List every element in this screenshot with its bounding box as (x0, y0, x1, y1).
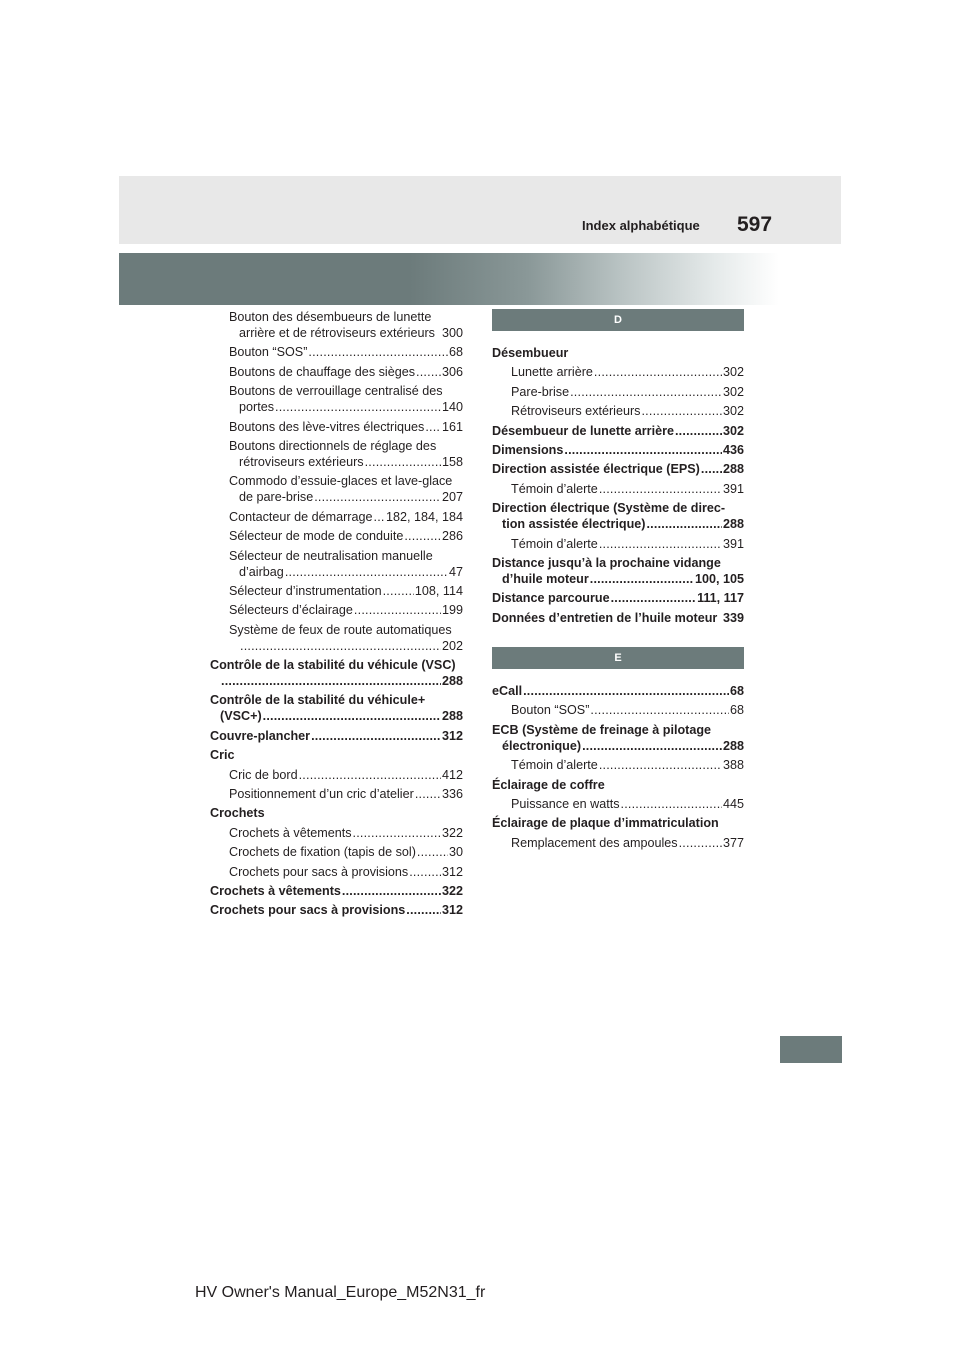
dot-leader (308, 344, 448, 360)
entry-text: Sélecteurs d’éclairage (229, 603, 353, 618)
dot-leader (599, 757, 722, 773)
dot-leader (570, 384, 722, 400)
index-entry (210, 844, 463, 860)
entry-text: Positionnement d’un cric d’atelier (229, 787, 414, 802)
page-reference: 108, 114 (414, 583, 463, 598)
index-column-left (210, 309, 463, 922)
dot-leader (599, 536, 722, 552)
entry-line (492, 442, 744, 458)
page-reference: 336 (441, 787, 463, 802)
entry-continuation-line (492, 516, 744, 532)
dot-leader (590, 702, 729, 718)
entry-line (210, 883, 463, 899)
entry-text: Boutons de verrouillage centralisé des (229, 384, 443, 399)
index-entry (492, 403, 744, 419)
dot-leader (564, 442, 722, 458)
entry-line (492, 796, 744, 812)
dot-leader (679, 835, 722, 851)
index-entry (492, 683, 744, 699)
entry-text: d’airbag (239, 564, 284, 579)
entry-line (492, 364, 744, 380)
entry-text: Crochets à vêtements (210, 883, 341, 898)
entry-text: Éclairage de plaque d’immatriculation (492, 816, 719, 831)
entry-line (492, 702, 744, 718)
index-entry (492, 757, 744, 773)
page-reference: 182, 184, 184 (385, 509, 463, 524)
dot-leader (599, 481, 722, 497)
entry-line (210, 864, 463, 880)
page-reference: 302 (722, 423, 744, 438)
entry-text: rétroviseurs extérieurs (239, 454, 364, 469)
entry-continuation-line (210, 325, 463, 341)
index-entry (492, 345, 744, 361)
page-reference: 436 (722, 442, 744, 457)
entry-line (210, 528, 463, 544)
index-entry (492, 423, 744, 439)
dot-leader (275, 399, 441, 415)
entry-line (210, 747, 463, 763)
entry-line (210, 383, 463, 399)
index-entry (210, 864, 463, 880)
side-tab-marker (780, 1036, 842, 1063)
entry-line (492, 777, 744, 793)
entry-text: tion assistée électrique) (502, 517, 646, 532)
index-entry (492, 536, 744, 552)
index-entry (210, 728, 463, 744)
section-header: D (492, 309, 744, 331)
dot-leader (374, 509, 385, 525)
entry-line (492, 757, 744, 773)
page-reference: 100, 105 (694, 571, 744, 586)
page-reference: 161 (441, 419, 463, 434)
page-reference: 306 (441, 364, 463, 379)
index-entry (492, 815, 744, 831)
dot-leader (594, 364, 722, 380)
index-entry (492, 702, 744, 718)
page-reference: 47 (448, 564, 463, 579)
entry-line (210, 844, 463, 860)
entry-text: Bouton “SOS” (511, 703, 590, 718)
entry-line (210, 438, 463, 454)
page-reference: 388 (722, 758, 744, 773)
entry-text: Contacteur de démarrage (229, 509, 373, 524)
header-title: Index alphabétique (582, 218, 700, 233)
entry-text: Désembueur (492, 346, 569, 360)
page-reference: 322 (441, 825, 463, 840)
entry-text: Témoin d’alerte (511, 536, 598, 551)
dot-leader (701, 461, 722, 477)
entry-text: arrière et de rétroviseurs extérieurs (239, 326, 435, 340)
dot-leader (354, 602, 441, 618)
page-reference: 312 (441, 903, 463, 918)
page-reference: 322 (441, 883, 463, 898)
index-entry (210, 438, 463, 470)
dot-leader (311, 728, 441, 744)
index-entry (210, 309, 463, 341)
page-reference: 391 (722, 536, 744, 551)
header-band (119, 176, 841, 244)
page-reference: 207 (441, 490, 463, 505)
entry-text: Remplacement des ampoules (511, 835, 678, 850)
page-reference: 312 (441, 728, 463, 743)
index-entry (492, 500, 744, 532)
entry-line (210, 509, 463, 525)
page-reference: 202 (441, 638, 463, 653)
index-entry (210, 805, 463, 821)
dot-leader (240, 638, 441, 654)
index-entry (210, 786, 463, 802)
entry-text: Contrôle de la stabilité du véhicule+ (210, 693, 426, 708)
index-entry (210, 383, 463, 415)
index-entry (210, 902, 463, 918)
entry-line (492, 835, 744, 851)
index-entry (492, 481, 744, 497)
index-entry (210, 509, 463, 525)
entry-text: (VSC+) (220, 709, 262, 724)
page-reference: 140 (441, 400, 463, 415)
entry-text: Cric de bord (229, 767, 298, 782)
entry-text: eCall (492, 684, 523, 699)
index-column-right (492, 309, 744, 854)
dot-leader (263, 708, 441, 724)
entry-line (210, 692, 463, 708)
entry-text: Dimensions (492, 442, 564, 457)
entry-text: Crochets pour sacs à provisions (210, 903, 406, 918)
section-header: E (492, 647, 744, 669)
entry-text: Boutons directionnels de réglage des (229, 438, 437, 453)
dot-leader (417, 844, 448, 860)
entry-line (210, 309, 463, 325)
entry-text: Crochets pour sacs à provisions (229, 864, 409, 879)
page-reference: 68 (448, 345, 463, 360)
entry-text: Direction électrique (Système de direc- (492, 501, 726, 516)
index-entry (210, 825, 463, 841)
entry-text: Distance jusqu’à la prochaine vidange (492, 555, 721, 570)
entry-text: Rétroviseurs extérieurs (511, 404, 641, 419)
entry-line (492, 683, 744, 699)
index-entry (492, 384, 744, 400)
index-entry (210, 657, 463, 689)
dot-leader (611, 590, 696, 606)
entry-continuation-line (210, 399, 463, 415)
page-reference: 302 (722, 365, 744, 380)
entry-text: Puissance en watts (511, 797, 620, 812)
dot-leader (383, 583, 414, 599)
index-entry (492, 835, 744, 851)
entry-text: Crochets de fixation (tapis de sol) (229, 845, 416, 860)
entry-text: Crochets à vêtements (229, 825, 352, 840)
entry-text: Données d’entretien de l’huile moteur (492, 610, 718, 625)
dot-leader (425, 419, 441, 435)
section-spacer (492, 331, 744, 345)
page-reference: 68 (729, 684, 744, 699)
dot-leader (342, 883, 441, 899)
entry-line (492, 610, 744, 626)
dot-leader (409, 864, 441, 880)
footer-text: HV Owner's Manual_Europe_M52N31_fr (195, 1284, 486, 1301)
page-reference: 30 (448, 845, 463, 860)
entry-line (492, 384, 744, 400)
entry-text: Sélecteur de mode de conduite (229, 529, 404, 544)
entry-continuation-line (210, 564, 463, 580)
entry-line (492, 403, 744, 419)
entry-text: Commodo d’essuie-glaces et lave-glace (229, 474, 453, 489)
entry-line (210, 473, 463, 489)
page-reference: 158 (441, 454, 463, 469)
page-reference: 339 (722, 610, 744, 625)
entry-text: Boutons des lève-vitres électriques (229, 419, 425, 434)
entry-text: Sélecteur d’instrumentation (229, 583, 382, 598)
page-reference: 312 (441, 864, 463, 879)
entry-text: Boutons de chauffage des sièges (229, 364, 416, 379)
entry-line (492, 555, 744, 571)
entry-line (210, 364, 463, 380)
dot-leader (646, 516, 722, 532)
dot-leader (406, 902, 441, 918)
index-entry (210, 548, 463, 580)
index-entry (210, 528, 463, 544)
index-entry (210, 747, 463, 763)
entry-line (492, 461, 744, 477)
entry-line (210, 657, 463, 673)
entry-continuation-line (210, 708, 463, 724)
page-reference: 445 (722, 797, 744, 812)
entry-line (210, 728, 463, 744)
entry-line (492, 590, 744, 606)
section-spacer (492, 629, 744, 647)
index-entry (210, 419, 463, 435)
dot-leader (365, 454, 441, 470)
entry-text: Témoin d’alerte (511, 481, 598, 496)
entry-line (210, 902, 463, 918)
entry-line (492, 722, 744, 738)
section-spacer (492, 669, 744, 683)
header-gradient-band (119, 253, 779, 305)
page-reference: 288 (722, 517, 744, 532)
page-reference: 288 (441, 709, 463, 724)
dot-leader (221, 673, 441, 689)
entry-text: Éclairage de coffre (492, 777, 605, 792)
page-reference: 302 (722, 404, 744, 419)
entry-text: Système de feux de route automatiques (229, 622, 452, 637)
dot-leader (621, 796, 722, 812)
page-reference: 391 (722, 481, 744, 496)
page-reference: 300 (441, 326, 463, 340)
entry-text: Bouton “SOS” (229, 345, 308, 360)
page-reference: 288 (722, 738, 744, 753)
index-entry (492, 461, 744, 477)
index-entry (492, 722, 744, 754)
page-reference: 111, 117 (697, 591, 744, 606)
page-reference: 412 (441, 767, 463, 782)
entry-line (492, 500, 744, 516)
page-reference: 199 (441, 603, 463, 618)
entry-continuation-line (210, 638, 463, 654)
index-entry (210, 473, 463, 505)
entry-line (210, 548, 463, 564)
index-entry (492, 364, 744, 380)
dot-leader (285, 564, 448, 580)
entry-text: Bouton des désembueurs de lunette (229, 310, 432, 324)
entry-text: d’huile moteur (502, 571, 589, 586)
entry-text: Sélecteur de neutralisation manuelle (229, 548, 433, 563)
index-entry (492, 590, 744, 606)
entry-line (210, 805, 463, 821)
entry-text: Contrôle de la stabilité du véhicule (VSC) (210, 658, 456, 673)
page-reference: 288 (441, 674, 463, 689)
entry-text: portes (239, 400, 275, 415)
index-entry (492, 610, 744, 626)
entry-continuation-line (210, 454, 463, 470)
index-entry (492, 442, 744, 458)
entry-continuation-line (210, 489, 463, 505)
entry-text: Direction assistée électrique (EPS) (492, 462, 700, 477)
page-reference: 286 (441, 529, 463, 544)
index-entry (210, 883, 463, 899)
index-entry (210, 767, 463, 783)
entry-continuation-line (492, 738, 744, 754)
entry-text: Crochets (210, 806, 265, 821)
dot-leader (675, 423, 722, 439)
dot-leader (415, 786, 441, 802)
entry-line (210, 825, 463, 841)
dot-leader (582, 738, 722, 754)
entry-text: Couvre-plancher (210, 728, 311, 743)
entry-text: Distance parcourue (492, 591, 610, 606)
entry-line (210, 419, 463, 435)
dot-leader (404, 528, 441, 544)
dot-leader (590, 571, 694, 587)
entry-line (492, 481, 744, 497)
index-entry (492, 796, 744, 812)
index-entry (210, 622, 463, 654)
entry-line (492, 536, 744, 552)
dot-leader (641, 403, 722, 419)
entry-line (210, 767, 463, 783)
entry-text: Désembueur de lunette arrière (492, 423, 674, 438)
index-entry (492, 555, 744, 587)
entry-continuation-line (210, 673, 463, 689)
entry-line (210, 602, 463, 618)
entry-text: Pare-brise (511, 384, 570, 399)
entry-text: Lunette arrière (511, 365, 593, 380)
entry-line (210, 786, 463, 802)
entry-continuation-line (492, 571, 744, 587)
entry-line (210, 583, 463, 599)
entry-line (210, 622, 463, 638)
entry-text: Cric (210, 748, 235, 763)
index-entry (210, 344, 463, 360)
entry-text: Témoin d’alerte (511, 758, 598, 773)
dot-leader (523, 683, 729, 699)
entry-line (492, 815, 744, 831)
entry-line (492, 345, 744, 361)
entry-line (492, 423, 744, 439)
index-entry (492, 777, 744, 793)
index-entry (210, 583, 463, 599)
dot-leader (299, 767, 441, 783)
page-reference: 288 (722, 462, 744, 477)
entry-line (210, 344, 463, 360)
dot-leader (416, 364, 441, 380)
dot-leader (353, 825, 441, 841)
index-entry (210, 692, 463, 724)
page-reference: 302 (722, 384, 744, 399)
page-reference: 377 (722, 835, 744, 850)
index-entry (210, 364, 463, 380)
page-number: 597 (737, 213, 773, 236)
index-entry (210, 602, 463, 618)
entry-text: ECB (Système de freinage à pilotage (492, 722, 712, 737)
entry-text: de pare-brise (239, 490, 314, 505)
entry-text: électronique) (502, 738, 582, 753)
dot-leader (314, 489, 441, 505)
page-reference: 68 (729, 703, 744, 718)
